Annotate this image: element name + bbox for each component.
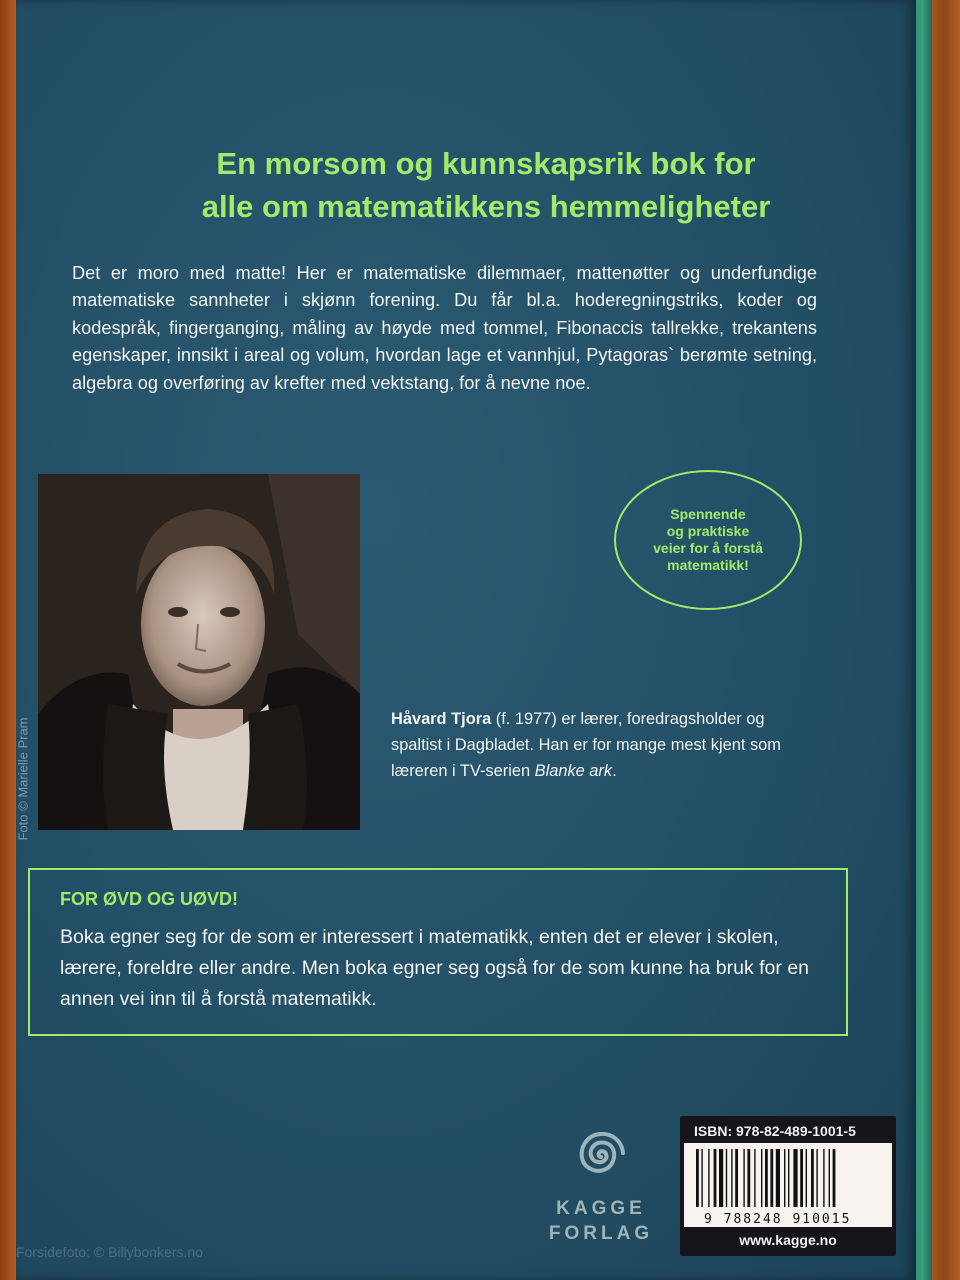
blurb-paragraph: Det er moro med matte! Her er matematiske dilemmaer, mattenøtter og underfundige matematiske sannheter i skjønn forening. Du får bl.a. hoderegningstriks, koder og kodespråk, fingerganging, måling av høyde med tommel, Fibonaccis tallrekke, trekantens egenskaper, innsikt i areal og volum, hvordan lage et vannhjul, Pytagoras` berømte setning, algebra og overføring av krefter med vektstang, for å nevne noe. [72,263,817,393]
headline [116,142,856,228]
info-box [28,868,848,1036]
badge-text [643,506,773,574]
info-box-body: Boka egner seg for de som er interessert i matematikk, enten det er elever i skolen, lærere, foreldre eller andre. Men boka egner seg også for de som kunne ha bruk for en annen vei inn til å forstå matematikk. [60,926,810,1010]
cover-photo-credit: Forsidefoto: © Billybonkers.no [16,1244,203,1260]
book-back-cover [16,0,916,1280]
publisher-line-1: KAGGE [556,1198,646,1219]
tv-series-title: Blanke ark [534,762,613,780]
info-box-title: FOR ØVD OG UØVD! [60,889,239,909]
headline-line-1: En morsom og kunnskapsrik bok for [216,146,756,181]
headline-line-2: alle om matematikkens hemmeligheter [201,189,771,224]
author-bio [391,706,791,784]
author-name: Håvard Tjora [391,710,492,728]
badge-line-3: veier for å forstå [653,540,763,556]
badge-line-2: og praktiske [666,523,750,539]
author-bio-end: . [612,762,617,780]
isbn-label: ISBN: 978-82-489-1001-5 [694,1123,856,1139]
barcode [684,1143,892,1227]
isbn-barcode-box [680,1116,896,1256]
author-photo [38,474,360,830]
callout-badge [614,470,802,610]
publisher-line-2: FORLAG [548,1223,654,1244]
publisher-url: www.kagge.no [739,1232,837,1248]
author-portrait-illustration [38,474,360,830]
author-bio-text: (f. 1977) er lærer, foredragsholder og spaltist i Dagbladet. Han er for mange mest kjent som læreren i TV-serien [391,710,781,780]
badge-line-4: matematikk! [667,557,749,573]
badge-line-1: Spennende [670,506,746,522]
photo-credit: Foto © Marielle Pram [15,717,31,841]
barcode-number: 9 788248 910015 [704,1212,852,1227]
publisher-spiral-logo [570,1124,632,1186]
publisher-name [546,1196,656,1246]
